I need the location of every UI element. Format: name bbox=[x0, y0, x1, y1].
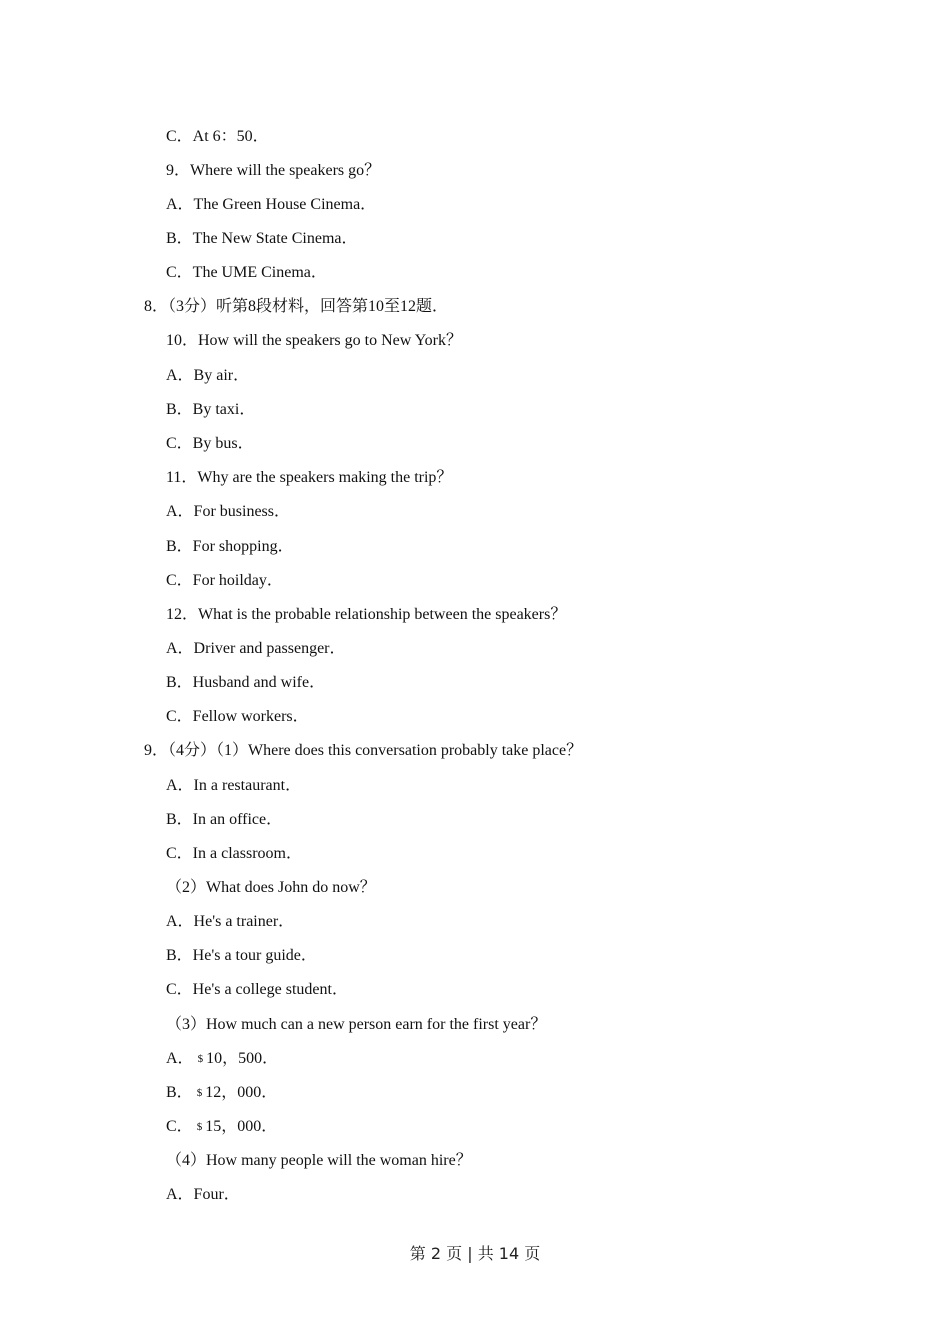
option-c: C．By bus． bbox=[166, 435, 254, 452]
option-a: A．In a restaurant． bbox=[166, 777, 302, 794]
option-c: C．At 6：50． bbox=[166, 128, 269, 145]
option-c: C．For hoilday． bbox=[166, 572, 283, 589]
option-b: B．The New State Cinema． bbox=[166, 230, 358, 247]
option-a bbox=[166, 1049, 278, 1070]
dollar-symbol: $ bbox=[197, 1053, 204, 1065]
page-number: 2 bbox=[430, 1244, 442, 1263]
option-letter: B． bbox=[166, 1084, 193, 1101]
footer-suffix: 页 bbox=[524, 1244, 541, 1263]
option-b: B．He's a tour guide． bbox=[166, 947, 317, 964]
option-a: A．For business． bbox=[166, 503, 291, 520]
section-heading-8: 8．（3分）听第8段材料，回答第10至12题． bbox=[144, 298, 449, 315]
option-a: A．He's a trainer． bbox=[166, 913, 295, 930]
option-c bbox=[166, 1117, 277, 1138]
sub-question-2: （2）What does John do now？ bbox=[166, 879, 376, 896]
option-c: C．The UME Cinema． bbox=[166, 264, 327, 281]
option-b: B．By taxi． bbox=[166, 401, 256, 418]
option-amount: 12，000． bbox=[205, 1084, 278, 1101]
option-c: C．In a classroom． bbox=[166, 845, 302, 862]
question-12: 12．What is the probable relationship between the speakers？ bbox=[166, 606, 567, 623]
dollar-symbol: $ bbox=[196, 1087, 203, 1099]
option-amount: 10，500． bbox=[206, 1050, 279, 1067]
page-total: 14 bbox=[498, 1244, 520, 1263]
dollar-symbol: $ bbox=[196, 1121, 203, 1133]
option-b: B．In an office． bbox=[166, 811, 283, 828]
sub-question-4: （4）How many people will the woman hire？ bbox=[166, 1152, 472, 1169]
section-heading-9: 9．（4分）（1）Where does this conversation probably take place？ bbox=[144, 742, 583, 759]
sub-question-3: （3）How much can a new person earn for the first year？ bbox=[166, 1016, 547, 1033]
option-a: A．The Green House Cinema． bbox=[166, 196, 377, 213]
option-c: C．He's a college student． bbox=[166, 981, 348, 998]
option-a: A．Four． bbox=[166, 1186, 240, 1203]
option-b: B．For shopping． bbox=[166, 538, 294, 555]
option-c: C．Fellow workers． bbox=[166, 708, 309, 725]
footer-prefix: 第 bbox=[409, 1244, 426, 1263]
question-10: 10．How will the speakers go to New York？ bbox=[166, 332, 462, 349]
question-11: 11．Why are the speakers making the trip？ bbox=[166, 469, 453, 486]
option-b bbox=[166, 1083, 277, 1104]
option-b: B．Husband and wife． bbox=[166, 674, 326, 691]
option-amount: 15，000． bbox=[205, 1118, 278, 1135]
option-a: A．By air． bbox=[166, 367, 250, 384]
page-footer bbox=[0, 1244, 950, 1264]
question-9: 9．Where will the speakers go？ bbox=[166, 162, 381, 179]
footer-mid: 页 | 共 bbox=[446, 1244, 494, 1263]
option-a: A．Driver and passenger． bbox=[166, 640, 346, 657]
option-letter: A． bbox=[166, 1050, 194, 1067]
option-letter: C． bbox=[166, 1118, 193, 1135]
